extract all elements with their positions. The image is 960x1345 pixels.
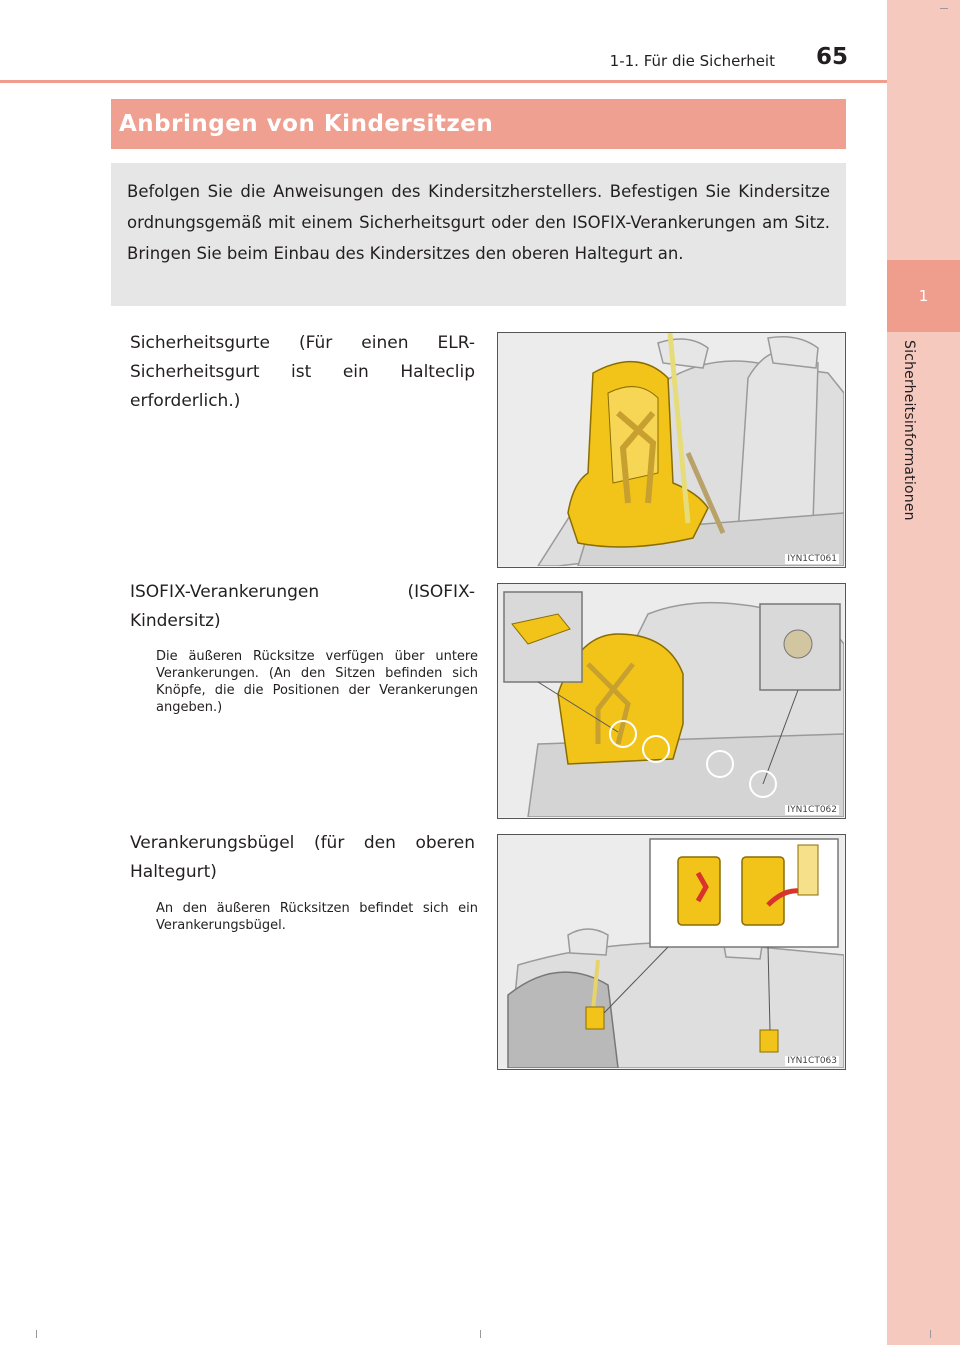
chapter-number-tab[interactable]: 1 xyxy=(887,260,960,332)
header-rule xyxy=(0,80,887,83)
isofix-illustration xyxy=(498,584,844,817)
chapter-side-tab xyxy=(887,0,960,1345)
item-body-anchor-bracket: An den äußeren Rücksitzen befindet sich ein Verankerungsbügel. xyxy=(156,901,478,933)
seatbelt-childseat-illustration xyxy=(498,333,844,566)
trim-mark xyxy=(930,1330,931,1338)
tether-anchor-illustration xyxy=(498,835,844,1068)
trim-mark xyxy=(36,1330,37,1338)
figure-code: IYN1CT063 xyxy=(787,1056,837,1066)
trim-mark xyxy=(940,8,948,9)
item-heading-isofix: ISOFIX-Verankerungen (ISOFIX-Kindersitz) xyxy=(130,582,475,631)
trim-mark xyxy=(480,1330,481,1338)
page-number: 65 xyxy=(816,44,849,70)
figure-tether-anchor xyxy=(497,834,846,1070)
figure-code: IYN1CT062 xyxy=(787,805,837,815)
item-heading-seatbelts: Sicherheitsgurte (Für einen ELR-Sicherheitsgurt ist ein Halteclip erforderlich.) xyxy=(130,333,475,411)
chapter-label: Sicherheitsinformationen xyxy=(901,340,917,521)
figure-seatbelt-childseat xyxy=(497,332,846,568)
intro-box: Befolgen Sie die Anweisungen des Kindersitzherstellers. Befestigen Sie Kindersitze ordnungsgemäß mit einem Sicherheitsgurt oder den ISOFIX-Verankerungen am Sitz. Bringen Sie beim Einbau des Kindersitzes den oberen Haltegurt an. xyxy=(111,163,846,306)
figure-code: IYN1CT061 xyxy=(787,554,837,564)
item-body-isofix: Die äußeren Rücksitze verfügen über untere Verankerungen. (An den Sitzen befinden sich Knöpfe, die die Positionen der Verankerungen angeben.) xyxy=(156,649,478,715)
section-title: Anbringen von Kindersitzen xyxy=(111,99,846,149)
running-header: 1-1. Für die Sicherheit xyxy=(609,52,775,70)
item-heading-anchor-bracket: Verankerungsbügel (für den oberen Haltegurt) xyxy=(130,833,475,882)
figure-isofix-anchors xyxy=(497,583,846,819)
